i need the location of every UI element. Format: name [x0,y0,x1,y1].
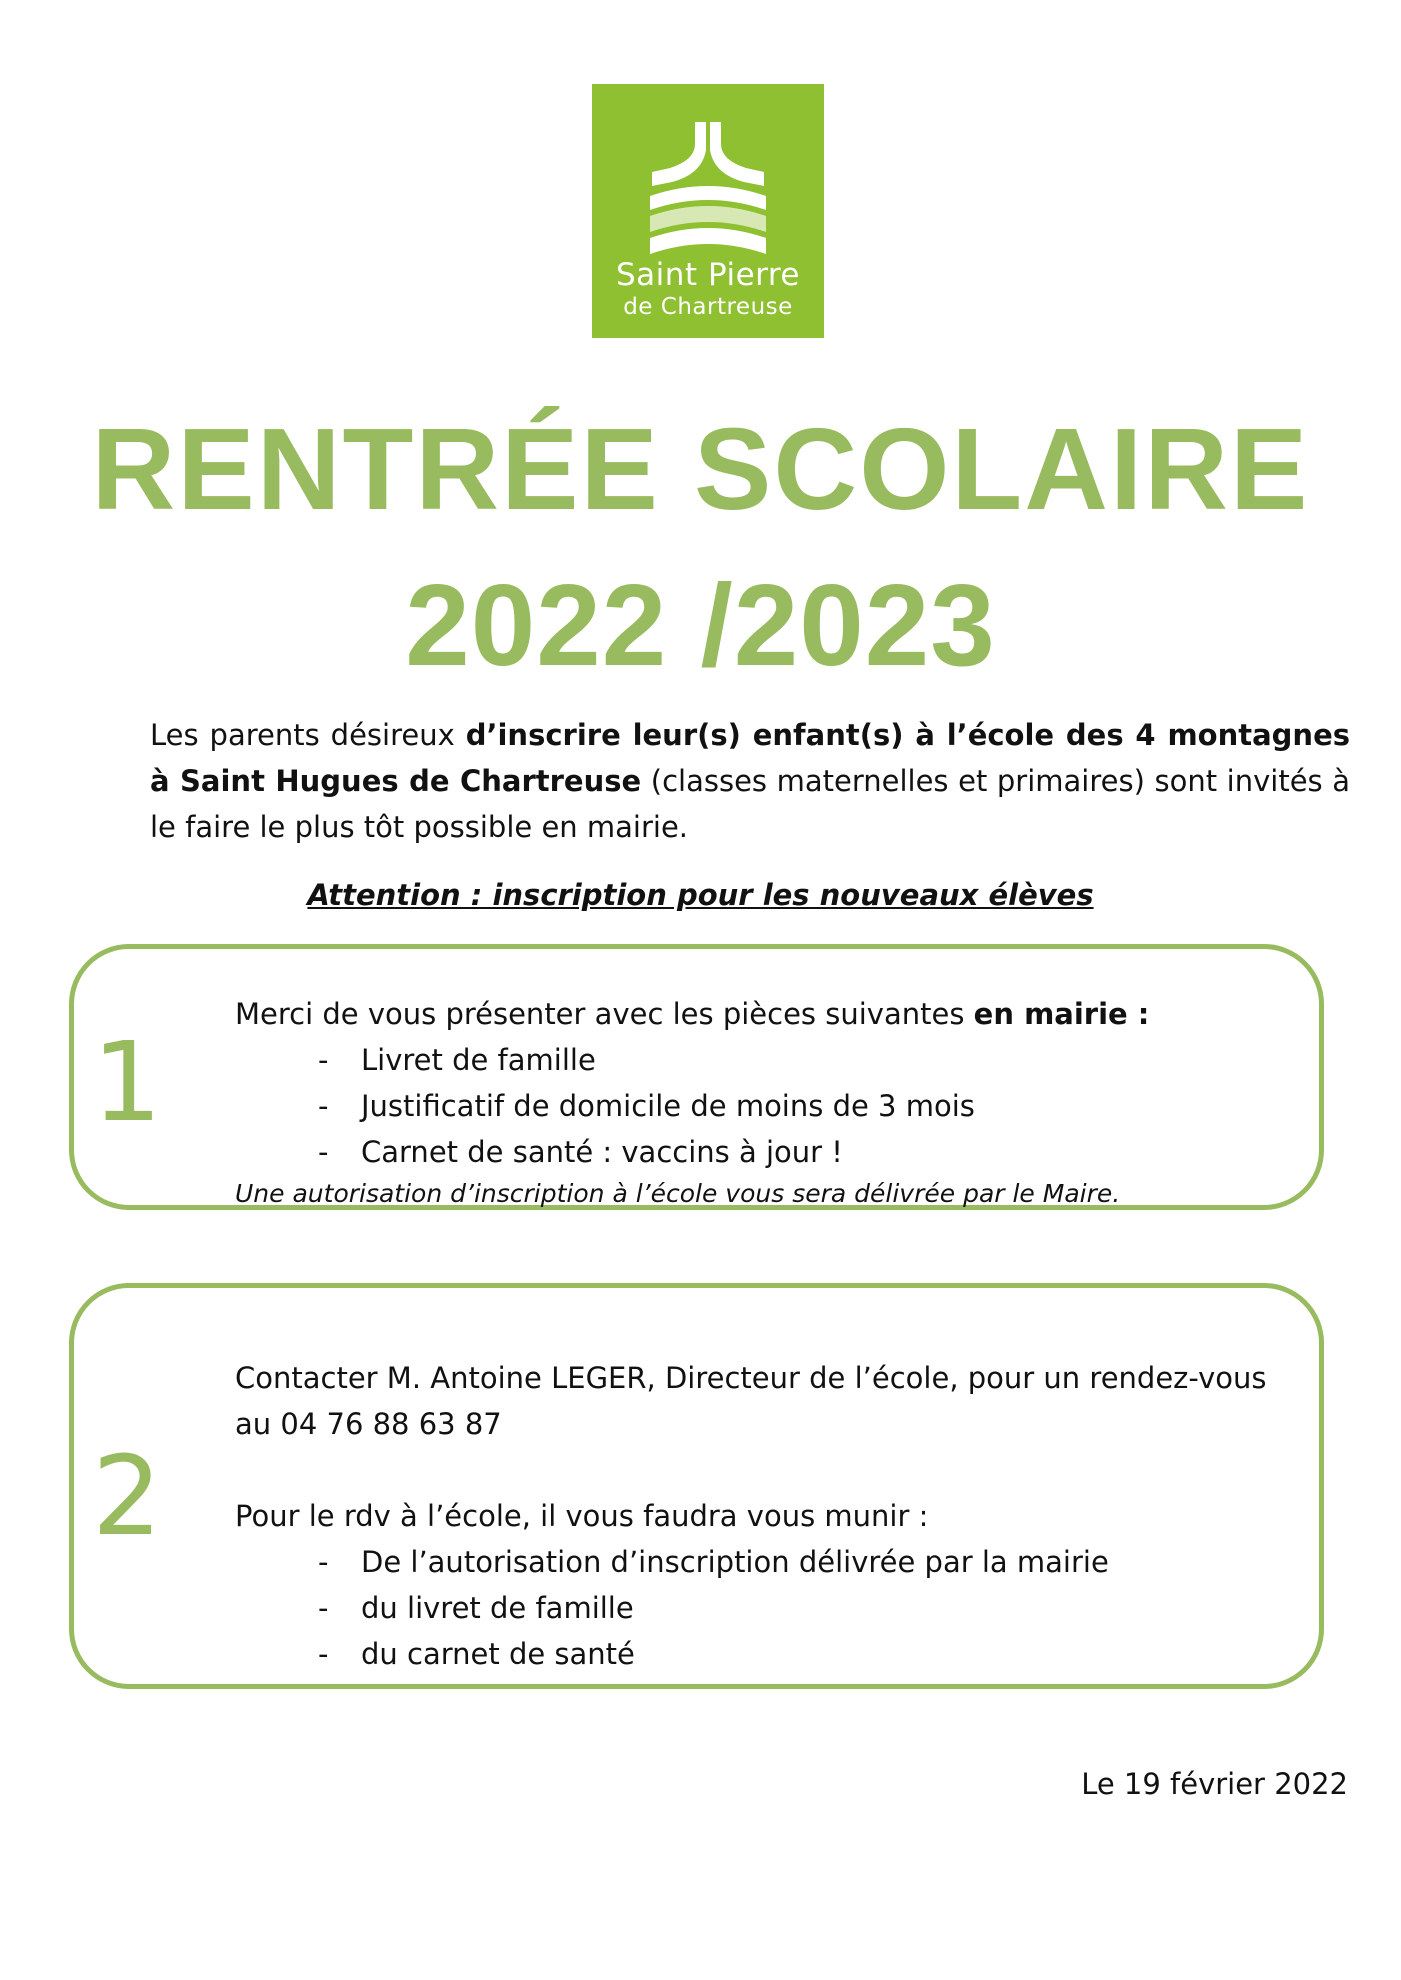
attention-heading: Attention : inscription pour les nouveaux élèves [307,878,1094,912]
step1-bullet-3: - [318,1135,329,1169]
step2-box [69,1283,1324,1689]
step1-item-1: Livret de famille [361,1043,596,1077]
step1-lead-text: Merci de vous présenter avec les pièces suivantes [235,997,974,1031]
step1-number: 1 [92,1018,162,1146]
intro-text-2: (classes maternelles et primaires) sont invités à le faire le plus tôt possible en mairie. [150,764,1350,844]
step2-item-3: du carnet de santé [361,1637,635,1671]
step2-number: 2 [92,1432,162,1560]
step1-lead [235,994,1149,1034]
step1-bullet-2: - [318,1089,329,1123]
document-date: Le 19 février 2022 [1081,1767,1348,1801]
step1-item-3: Carnet de santé : vaccins à jour ! [361,1135,843,1169]
step1-lead-bold: en mairie : [973,997,1150,1031]
intro-text-bold: d’inscrire leur(s) enfant(s) à l’école des 4 montagnes à Saint Hugues de Chartreuse [150,718,1350,798]
step2-item-1: De l’autorisation d’inscription délivrée par la mairie [361,1545,1109,1579]
intro-paragraph [150,712,1350,850]
logo-name-line2: de Chartreuse [623,294,793,320]
step1-bullet-1: - [318,1043,329,1077]
step1-note: Une autorisation d’inscription à l’école vous sera délivrée par le Maire. [235,1179,1121,1208]
step2-contact-line2: au 04 76 88 63 87 [235,1407,502,1441]
page-subtitle-year: 2022 /2023 [405,560,996,690]
intro-text-1: Les parents désireux [150,718,466,752]
page-title: RENTRÉE SCOLAIRE [91,404,1310,534]
saint-pierre-logo [592,84,824,338]
step2-bullet-3: - [318,1637,329,1671]
step2-item-2: du livret de famille [361,1591,634,1625]
step2-bullet-1: - [318,1545,329,1579]
step1-item-2: Justificatif de domicile de moins de 3 mois [361,1089,975,1123]
step2-lead: Pour le rdv à l’école, il vous faudra vous munir : [235,1499,929,1533]
step2-contact-line1: Contacter M. Antoine LEGER, Directeur de l’école, pour un rendez-vous [235,1361,1267,1395]
step2-bullet-2: - [318,1591,329,1625]
logo-name-line1: Saint Pierre [616,257,800,293]
